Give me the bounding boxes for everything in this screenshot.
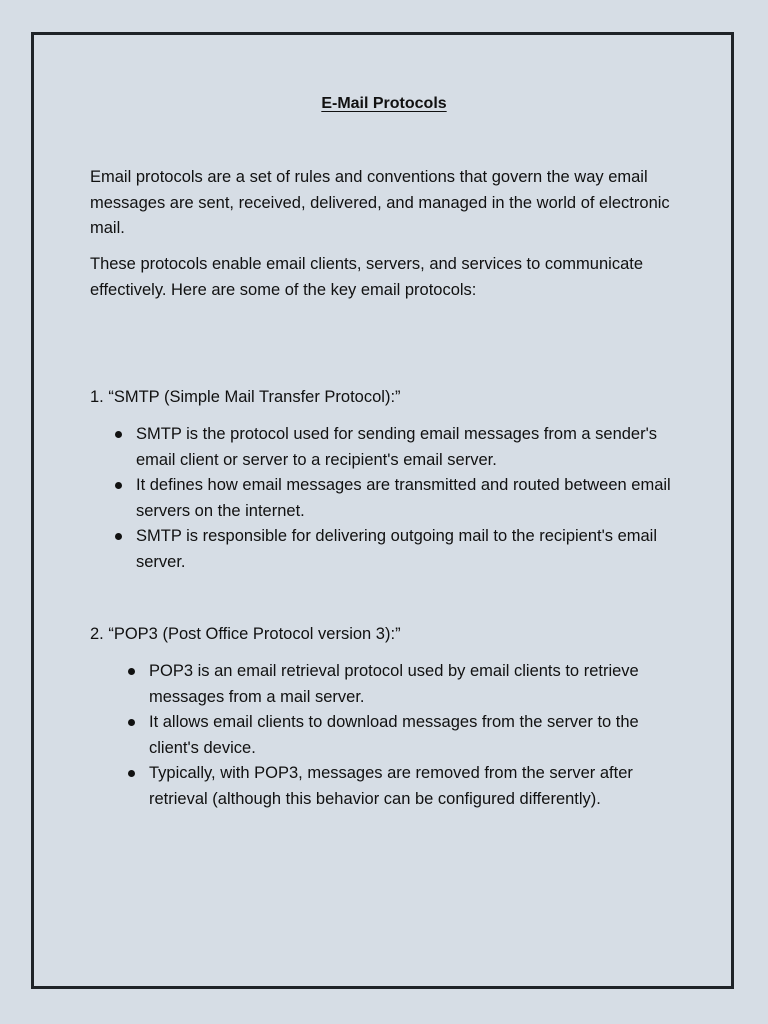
list-item — [123, 659, 683, 710]
section-heading-pop3: 2. “POP3 (Post Office Protocol version 3):” — [90, 625, 401, 643]
intro-paragraph-2: These protocols enable email clients, servers, and services to communicate effectively. Here are some of the key email protocols: — [90, 255, 643, 299]
list-item — [110, 524, 680, 575]
list-item — [123, 710, 683, 761]
bullet-icon — [128, 770, 135, 777]
section-heading-smtp: 1. “SMTP (Simple Mail Transfer Protocol):” — [90, 388, 401, 406]
bullet-icon — [115, 533, 122, 540]
bullet-icon — [115, 482, 122, 489]
intro-paragraph-1: Email protocols are a set of rules and conventions that govern the way email messages are sent, received, delivered, and managed in the world of electronic mail. — [90, 168, 670, 237]
document-title: E-Mail Protocols — [321, 95, 447, 112]
bullet-icon — [128, 668, 135, 675]
bullet-text: It allows email clients to download messages from the server to the client's device. — [149, 713, 639, 757]
pop3-bullet-list — [123, 659, 683, 812]
bullet-text: SMTP is responsible for delivering outgoing mail to the recipient's email server. — [136, 527, 658, 571]
bullet-text: POP3 is an email retrieval protocol used by email clients to retrieve messages from a mail server. — [149, 662, 639, 706]
bullet-text: Typically, with POP3, messages are removed from the server after retrieval (although this behavior can be configured differently). — [149, 764, 633, 808]
bullet-icon — [128, 719, 135, 726]
bullet-icon — [115, 431, 122, 438]
bullet-text: It defines how email messages are transmitted and routed between email servers on the internet. — [136, 476, 671, 520]
smtp-bullet-list — [110, 422, 680, 575]
list-item — [110, 473, 680, 524]
list-item — [123, 761, 683, 812]
list-item — [110, 422, 680, 473]
bullet-text: SMTP is the protocol used for sending email messages from a sender's email client or server to a recipient's email server. — [136, 425, 658, 469]
